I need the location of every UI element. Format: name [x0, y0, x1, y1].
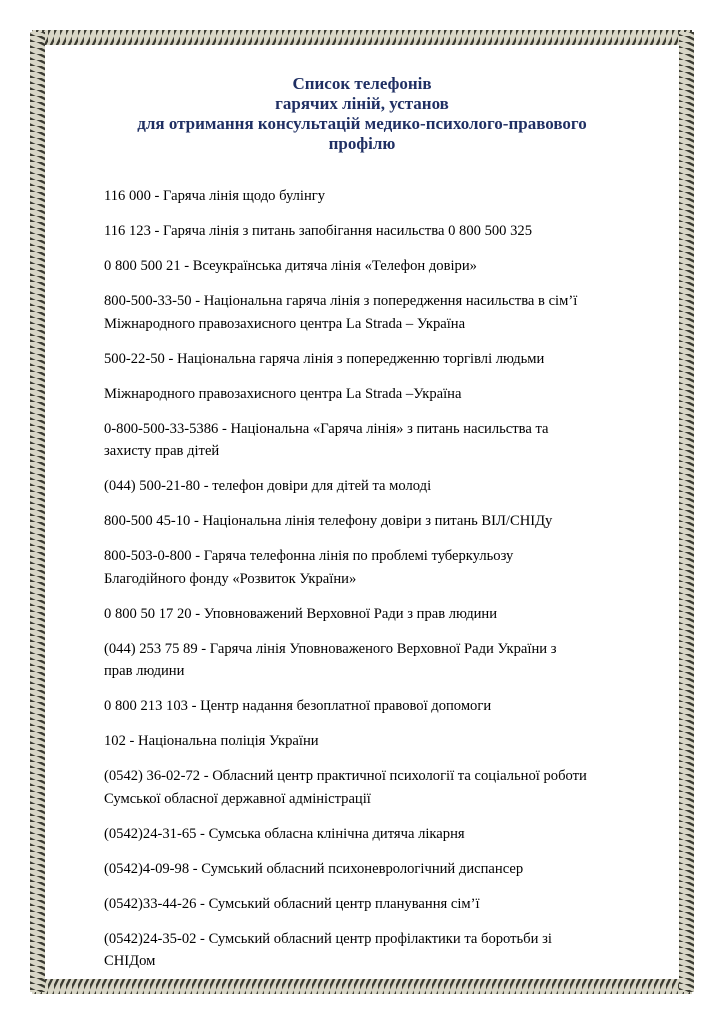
entry-text: (0542)24-31-65 - Сумська обласна клінічна дитяча лікарня	[104, 825, 465, 842]
hotline-list	[104, 185, 669, 985]
entry-text: 800-503-0-800 - Гаряча телефонна лінія по проблемі туберкульозу	[104, 548, 514, 564]
hotline-entry	[104, 893, 669, 916]
hotline-entry	[104, 928, 669, 973]
entry-text: (0542)24-35-02 - Сумський обласний центр профілактики та боротьби зі	[104, 930, 552, 947]
hotline-entry	[104, 603, 669, 626]
hotline-entry	[104, 418, 669, 463]
entry-text: 116 123 - Гаряча лінія з питань запобігання насильства 0 800 500 325	[104, 223, 532, 239]
entry-text: захисту прав дітей	[104, 443, 220, 459]
hotline-entry	[104, 290, 669, 335]
hotline-entry	[104, 383, 669, 406]
title-line: для отримання консультацій медико-психолого-правового	[137, 114, 587, 133]
title-line: Список телефонів	[292, 74, 432, 93]
hotline-entry	[104, 545, 669, 590]
hotline-entry	[104, 730, 669, 753]
entry-text: Благодійного фонду «Розвиток України»	[104, 570, 357, 587]
hotline-entry	[104, 348, 669, 371]
border-left	[30, 32, 45, 992]
border-top	[32, 30, 692, 45]
hotline-entry	[104, 255, 669, 278]
entry-text: 0 800 50 17 20 - Уповноважений Верховної Ради з прав людини	[104, 605, 498, 622]
entry-text: (0542)4-09-98 - Сумський обласний психоневрологічний диспансер	[104, 860, 524, 877]
hotline-entry	[104, 510, 669, 533]
hotline-entry	[104, 858, 669, 881]
entry-text: СНІДом	[104, 953, 156, 969]
entry-text: Сумської обласної державної адміністрації	[104, 790, 371, 807]
border-right	[679, 32, 694, 992]
page-title	[60, 74, 664, 154]
entry-text: (0542)33-44-26 - Сумський обласний центр планування сім’ї	[104, 895, 480, 912]
entry-text: (044) 500-21-80 - телефон довіри для дітей та молоді	[104, 478, 432, 494]
entry-text: 116 000 - Гаряча лінія щодо булінгу	[104, 188, 326, 204]
hotline-entry	[104, 475, 669, 498]
entry-text: прав людини	[104, 663, 185, 679]
hotline-entry	[104, 695, 669, 718]
entry-text: 0 800 213 103 - Центр надання безоплатної правової допомоги	[104, 698, 492, 714]
entry-text: 0-800-500-33-5386 - Національна «Гаряча лінія» з питань насильства та	[104, 420, 549, 437]
entry-text: 800-500-33-50 - Національна гаряча лінія з попередження насильства в сім’ї	[104, 293, 578, 309]
hotline-entry	[104, 765, 669, 810]
title-line: гарячих ліній, установ	[275, 94, 449, 113]
entry-text: (044) 253 75 89 - Гаряча лінія Уповноваженого Верховної Ради України з	[104, 640, 557, 657]
entry-text: 800-500 45-10 - Національна лінія телефону довіри з питань ВІЛ/СНІДу	[104, 513, 553, 529]
title-line: профілю	[328, 134, 396, 153]
entry-text: 500-22-50 - Національна гаряча лінія з попередженню торгівлі людьми	[104, 350, 545, 367]
hotline-entry	[104, 220, 669, 243]
entry-text: (0542) 36-02-72 - Обласний центр практичної психології та соціальної роботи	[104, 768, 587, 784]
entry-text: Міжнародного правозахисного центра La Strada – Україна	[104, 315, 466, 332]
entry-text: 102 - Національна поліція України	[104, 733, 319, 749]
entry-text: 0 800 500 21 - Всеукраїнська дитяча лінія «Телефон довіри»	[104, 258, 477, 274]
hotline-entry	[104, 638, 669, 683]
hotline-entry	[104, 823, 669, 846]
hotline-entry	[104, 185, 669, 208]
entry-text: Міжнародного правозахисного центра La Strada –Україна	[104, 385, 462, 402]
